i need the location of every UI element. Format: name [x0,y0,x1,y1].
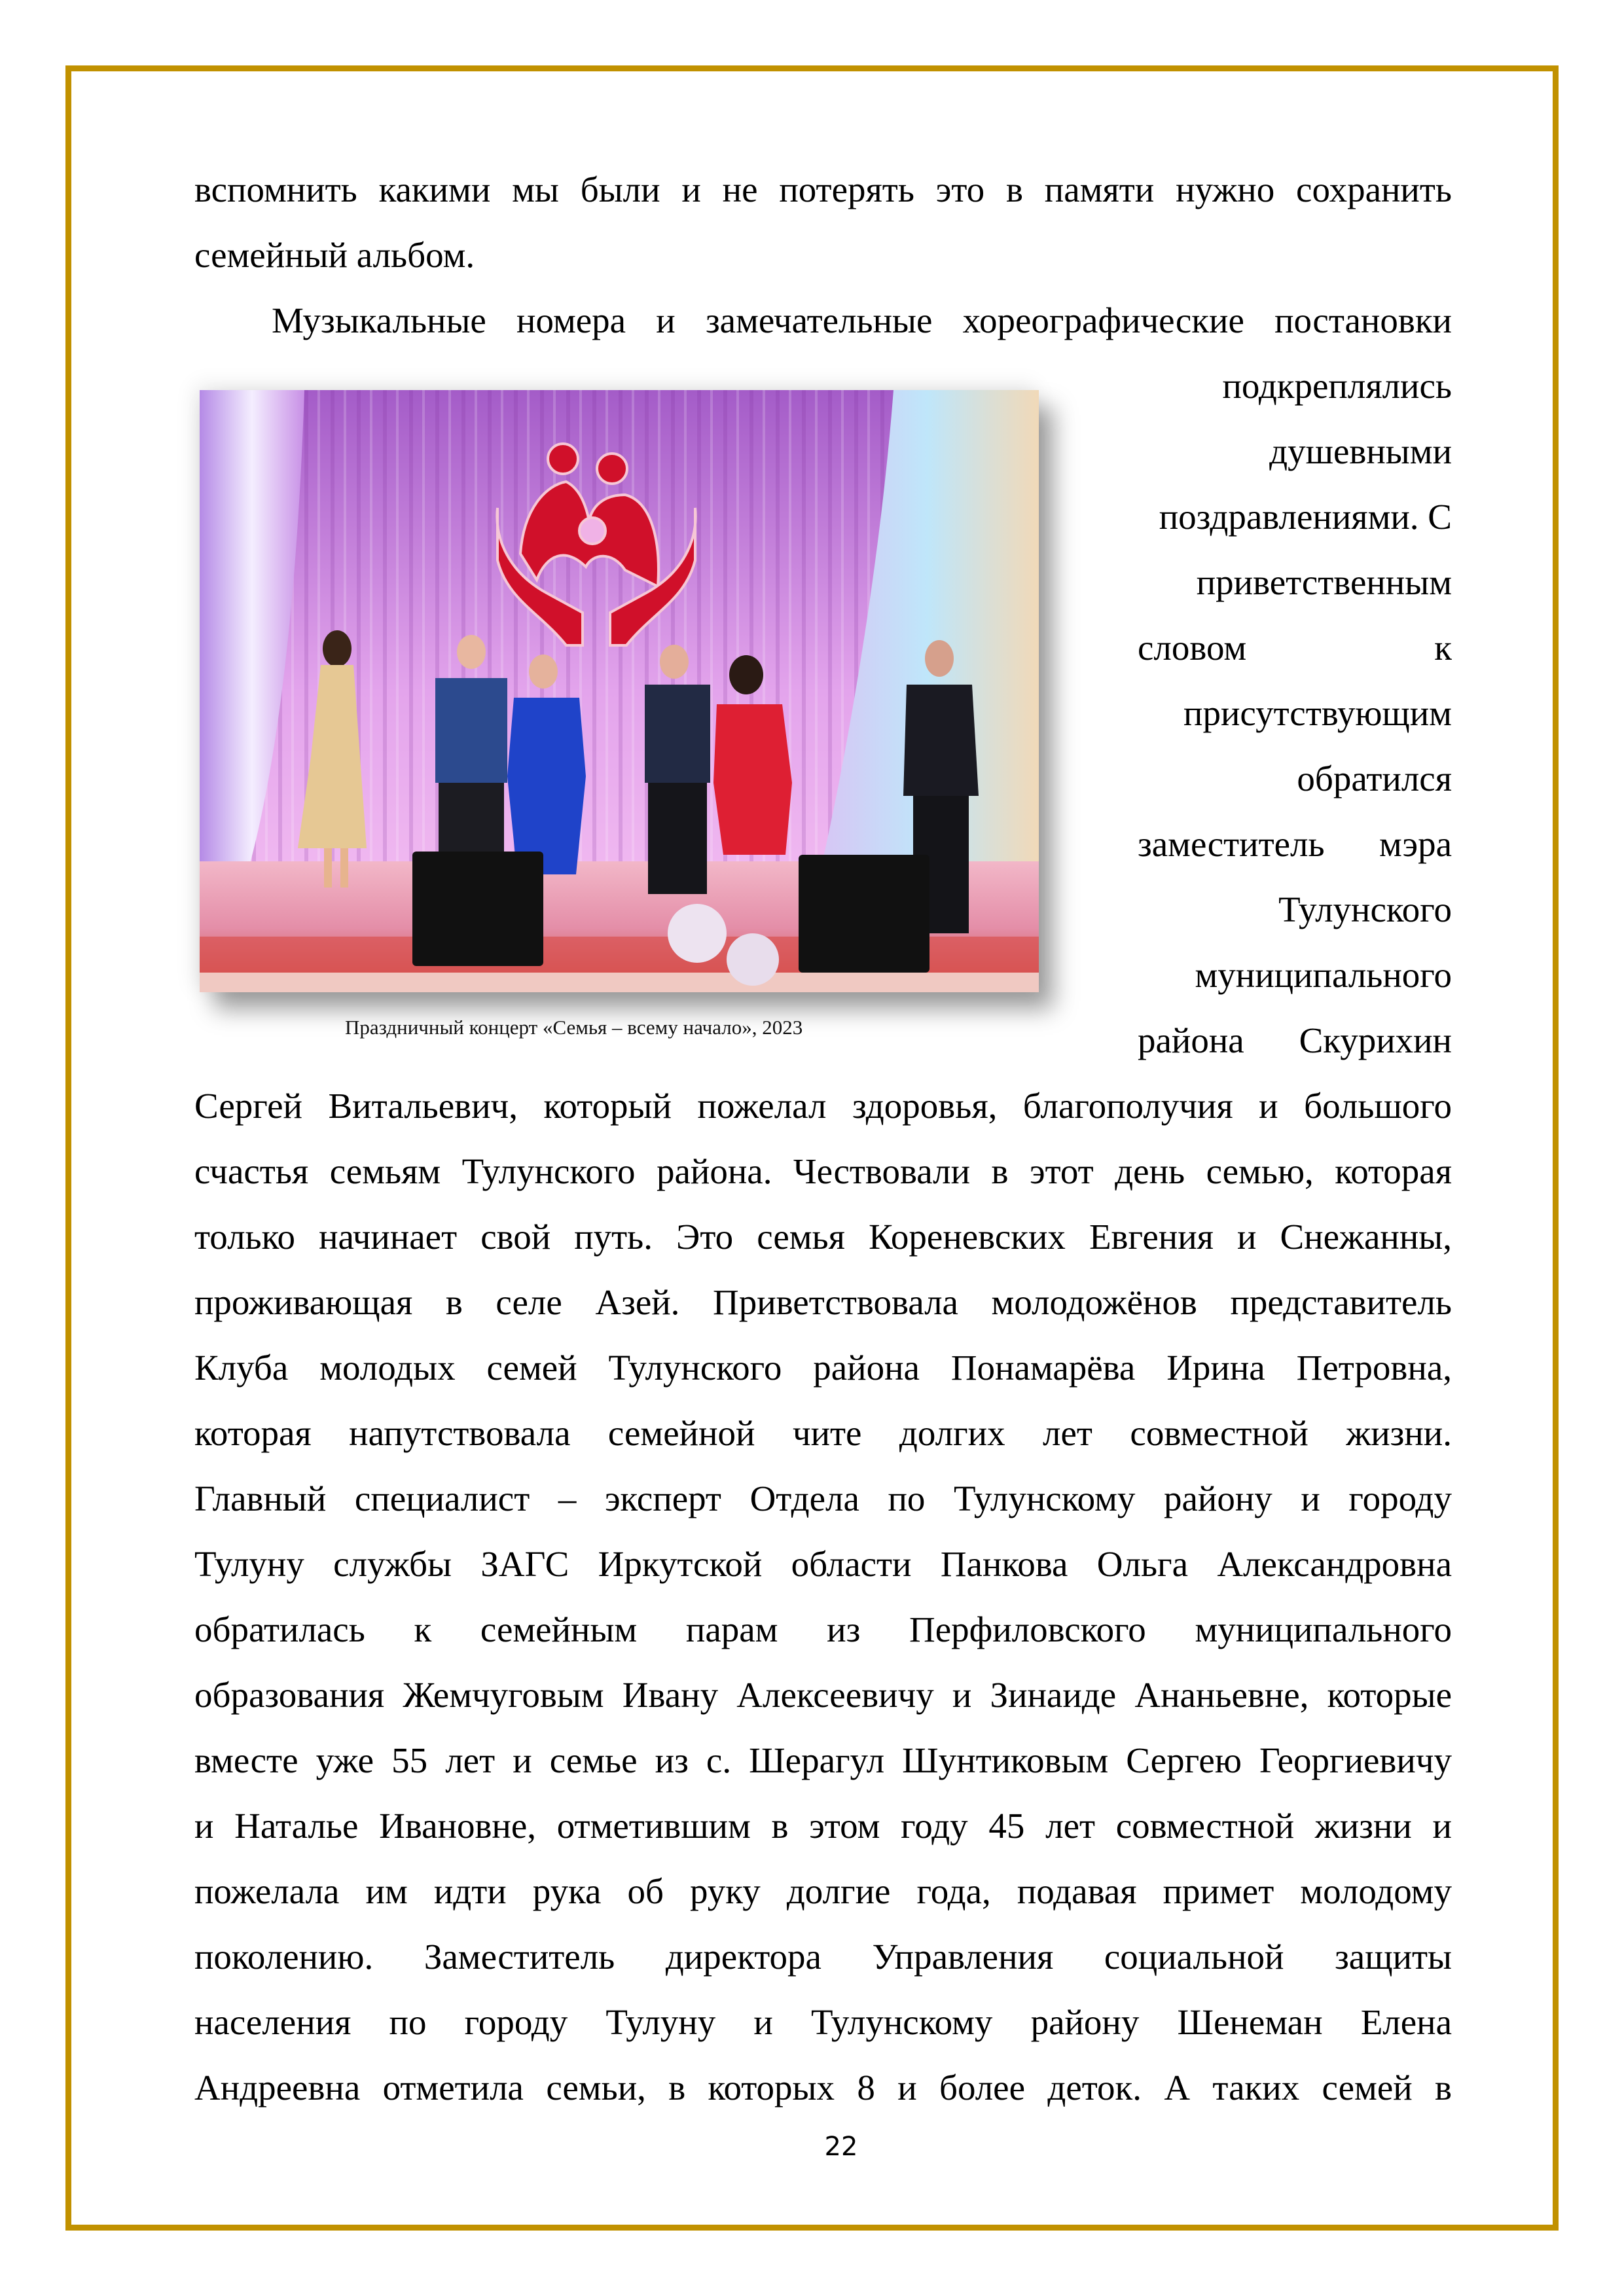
paragraph-line: населения по городу Тулуну и Тулунскому району Шенеман Елена [194,2002,1452,2042]
paragraph-line: Андреевна отметила семьи, в которых 8 и более деток. А таких семей в [194,2068,1452,2108]
wrap-line: поздравлениями. С [1159,497,1452,537]
paragraph-line: семейный альбом. [194,235,475,275]
paragraph-line: Музыкальные номера и замечательные хореографические постановки [272,300,1452,340]
paragraph-line: Тулуну службы ЗАГС Иркутской области Панкова Ольга Александровна [194,1544,1452,1584]
paragraph-line: проживающая в селе Азей. Приветствовала молодожёнов представитель [194,1282,1452,1322]
paragraph-line: только начинает свой путь. Это семья Кореневских Евгения и Снежанны, [194,1217,1452,1257]
wrap-line: приветственным [1196,562,1452,602]
paragraph-line: пожелала им идти рука об руку долгие года, подавая примет молодому [194,1871,1452,1911]
paragraph-line: которая напутствовала семейной чите долгих лет совместной жизни. [194,1413,1452,1453]
wrap-line: присутствующим [1183,693,1452,733]
paragraph-line: вспомнить какими мы были и не потерять это в памяти нужно сохранить [194,170,1452,209]
wrap-line: обратился [1297,759,1452,798]
paragraph-line: образования Жемчуговым Ивану Алексеевичу и Зинаиде Ананьевне, которые [194,1675,1452,1715]
wrap-line: подкреплялись [1222,366,1452,406]
paragraph-line: поколению. Заместитель директора Управления социальной защиты [194,1937,1452,1977]
wrap-line: муниципального [1195,955,1452,995]
paragraph-line: счастья семьям Тулунского района. Чествовали в этот день семью, которая [194,1151,1452,1191]
page-number: 22 [824,2132,858,2162]
wrap-line: словом к [1138,628,1452,668]
concert-photo [200,390,1039,992]
wrap-line: Тулунского [1278,889,1452,929]
paragraph-line: и Наталье Ивановне, отметившим в этом году 45 лет совместной жизни и [194,1806,1452,1846]
figure-caption: Праздничный концерт «Семья – всему начало», 2023 [345,1016,803,1039]
paragraph-line: вместе уже 55 лет и семье из с. Шерагул Шунтиковым Сергею Георгиевичу [194,1740,1452,1780]
wrap-line: района Скурихин [1138,1020,1452,1060]
paragraph-line: Сергей Витальевич, который пожелал здоровья, благополучия и большого [194,1086,1452,1126]
wrap-line: душевными [1269,431,1452,471]
paragraph-line: Клуба молодых семей Тулунского района Понамарёва Ирина Петровна, [194,1348,1452,1388]
paragraph-line: обратилась к семейным парам из Перфиловского муниципального [194,1609,1452,1649]
wrap-line: заместитель мэра [1138,824,1452,864]
paragraph-line: Главный специалист – эксперт Отдела по Тулунскому району и городу [194,1479,1452,1518]
